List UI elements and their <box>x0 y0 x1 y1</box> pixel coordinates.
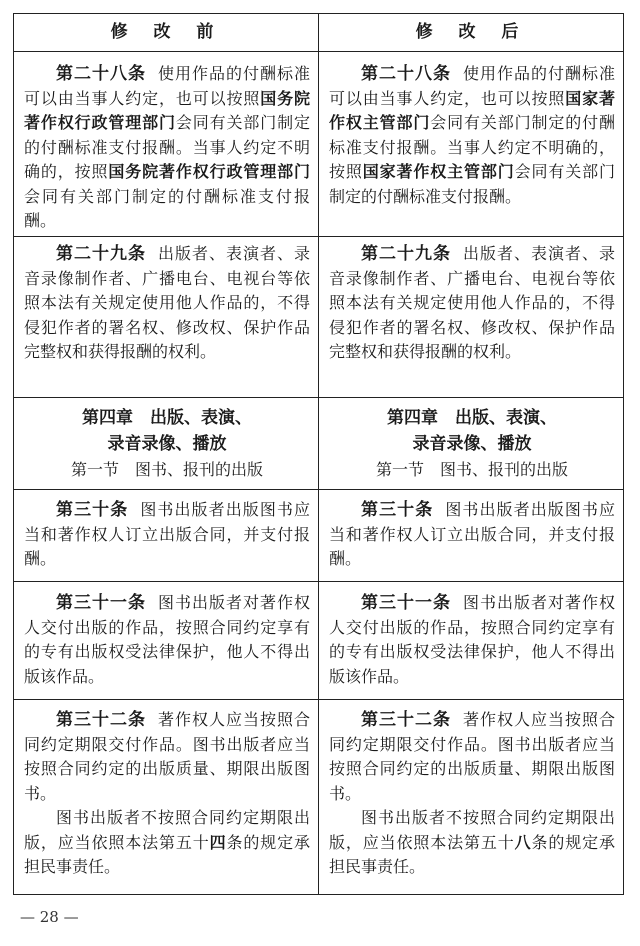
article-text: 图书出版者出版图书应当和著作权人订立出版合同，并支付报酬。 <box>24 500 310 568</box>
article-number: 第二十九条 <box>361 244 451 264</box>
article-29-after <box>319 242 623 365</box>
header-before: 修 改 前 <box>110 22 224 42</box>
article-paragraph <box>329 498 615 572</box>
article-31-after <box>319 591 623 689</box>
header-after: 修 改 后 <box>415 22 529 42</box>
article-28-after <box>319 62 623 209</box>
row-divider <box>14 489 623 490</box>
article-paragraph <box>24 242 310 365</box>
article-text: 图书出版者不按照合同约定期限出版，应当依照本法第五十 <box>329 808 615 852</box>
chapter-title: 录音录像、播放 <box>412 434 532 454</box>
article-number: 第三十二条 <box>56 710 146 730</box>
article-number: 第二十九条 <box>56 244 146 264</box>
article-number: 第三十一条 <box>361 593 451 613</box>
chapter-title: 第四章 出版、表演、 <box>82 408 252 428</box>
article-text: 使用作品的付酬标准可以由当事人约定，也可以按照 <box>329 64 615 108</box>
article-number: 第二十八条 <box>361 64 451 84</box>
article-number: 第三十二条 <box>361 710 451 730</box>
article-paragraph <box>24 806 310 880</box>
comparison-table <box>13 13 624 895</box>
row-divider <box>14 581 623 582</box>
article-number: 第三十条 <box>56 500 129 520</box>
article-text: 会同有关部门制定的付酬标准支付报酬。当事人约定不明确的，按照 <box>329 113 615 181</box>
emphasized-text: 国务院著作权行政管理部门 <box>108 162 310 181</box>
article-31-before <box>14 591 318 689</box>
article-30-after <box>319 498 623 572</box>
article-text: 会同有关部门制定的付酬标准支付报酬。 <box>329 162 615 206</box>
article-text: 条的规定承担民事责任。 <box>24 832 310 876</box>
article-number: 第二十八条 <box>56 64 146 84</box>
row-divider <box>14 397 623 398</box>
article-paragraph <box>24 591 310 689</box>
article-text: 著作权人应当按照合同约定期限交付作品。图书出版者应当按照合同约定的出版质量、期限出版图书。 <box>24 710 310 803</box>
section-title: 第一节 图书、报刊的出版 <box>70 460 263 479</box>
article-text: 图书出版者对著作权人交付出版的作品，按照合同约定享有的专有出版权受法律保护，他人不得出版该作品。 <box>329 593 615 686</box>
article-paragraph <box>329 806 615 880</box>
article-text: 使用作品的付酬标准可以由当事人约定，也可以按照 <box>24 64 310 108</box>
emphasized-text: 国家著作权主管部门 <box>329 88 615 132</box>
article-paragraph <box>329 708 615 806</box>
page-number: — 28 — <box>20 908 79 926</box>
article-paragraph <box>24 62 310 234</box>
article-32-before <box>14 708 318 880</box>
section-title: 第一节 图书、报刊的出版 <box>375 460 568 479</box>
chapter-title: 第四章 出版、表演、 <box>387 408 557 428</box>
emphasized-text: 四 <box>209 832 227 852</box>
row-divider <box>14 236 623 237</box>
row-divider <box>14 51 623 52</box>
row-divider <box>14 699 623 700</box>
article-29-before <box>14 242 318 365</box>
article-text: 著作权人应当按照合同约定期限交付作品。图书出版者应当按照合同约定的出版质量、期限出版图书。 <box>329 710 615 803</box>
article-text: 条的规定承担民事责任。 <box>329 832 615 876</box>
article-30-before <box>14 498 318 572</box>
article-text: 图书出版者出版图书应当和著作权人订立出版合同，并支付报酬。 <box>329 500 615 568</box>
chapter-4-before <box>14 405 318 483</box>
article-28-before <box>14 62 318 234</box>
article-text: 会同有关部门制定的付酬标准支付报酬。当事人约定不明确的，按照 <box>24 113 310 181</box>
article-paragraph <box>24 708 310 806</box>
article-text: 出版者、表演者、录音录像制作者、广播电台、电视台等依照本法有关规定使用他人作品的，不得侵犯作者的署名权、修改权、保护作品完整权和获得报酬的权利。 <box>329 244 615 361</box>
emphasized-text: 八 <box>514 832 532 852</box>
article-text: 图书出版者不按照合同约定期限出版，应当依照本法第五十 <box>24 808 310 852</box>
article-paragraph <box>24 498 310 572</box>
article-paragraph <box>329 242 615 365</box>
article-text: 图书出版者对著作权人交付出版的作品，按照合同约定享有的专有出版权受法律保护，他人不得出版该作品。 <box>24 593 310 686</box>
chapter-4-after <box>319 405 623 483</box>
article-32-after <box>319 708 623 880</box>
emphasized-text: 国家著作权主管部门 <box>362 162 515 181</box>
article-paragraph <box>329 591 615 689</box>
article-paragraph <box>329 62 615 209</box>
article-number: 第三十一条 <box>56 593 146 613</box>
chapter-title: 录音录像、播放 <box>107 434 227 454</box>
emphasized-text: 国务院著作权行政管理部门 <box>24 88 310 132</box>
article-text: 会同有关部门制定的付酬标准支付报酬。 <box>24 186 310 230</box>
article-number: 第三十条 <box>361 500 434 520</box>
article-text: 出版者、表演者、录音录像制作者、广播电台、电视台等依照本法有关规定使用他人作品的，不得侵犯作者的署名权、修改权、保护作品完整权和获得报酬的权利。 <box>24 244 310 361</box>
